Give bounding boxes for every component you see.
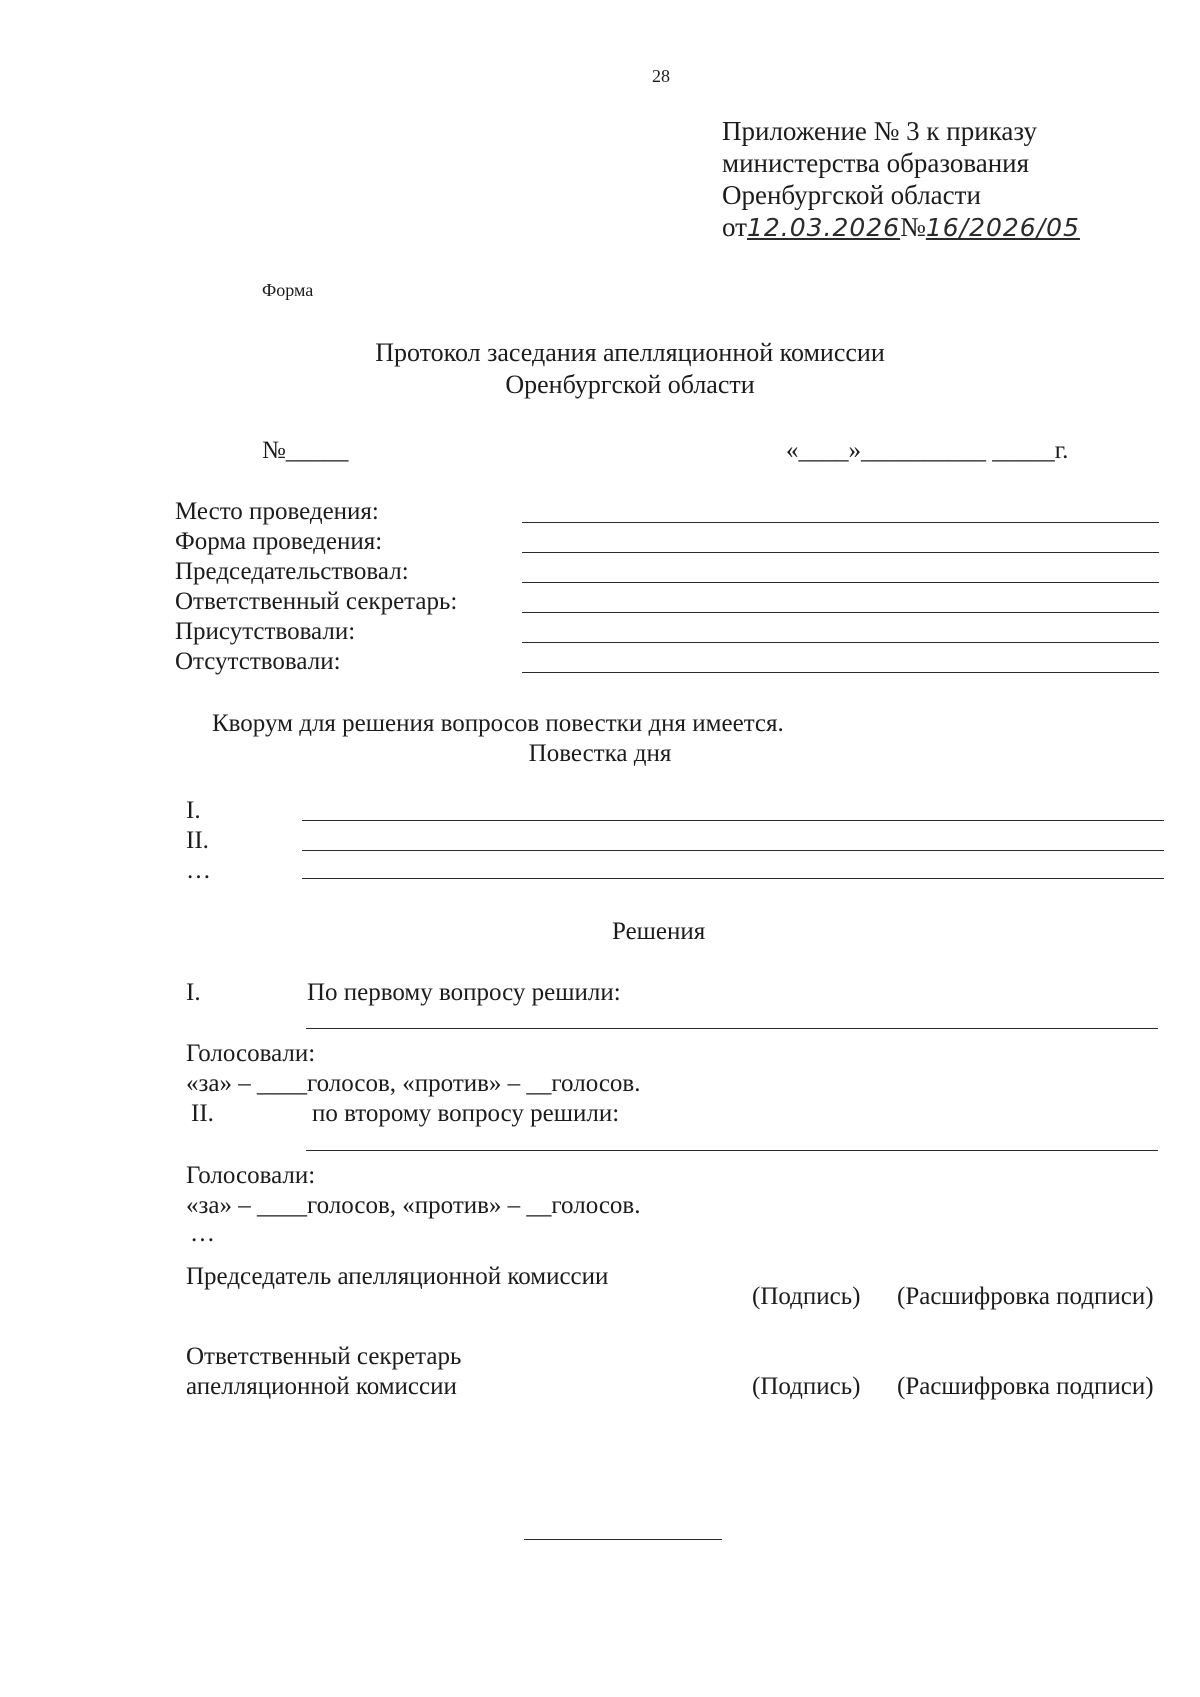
field-label-chairman: Председательствовал: — [175, 558, 409, 585]
field-line-present[interactable] — [522, 642, 1159, 643]
agenda-item-number: … — [186, 857, 211, 884]
field-line-venue[interactable] — [522, 522, 1159, 523]
page-number: 28 — [652, 66, 670, 86]
field-label-absent: Отсутствовали: — [175, 648, 341, 675]
appendix-date-row — [722, 212, 1080, 243]
decisions-ellipsis: … — [190, 1220, 215, 1247]
signature-placeholder: (Подпись) — [752, 1373, 861, 1400]
agenda-item-number: II. — [186, 827, 209, 854]
voted-label: Голосовали: — [186, 1040, 316, 1067]
decisions-heading: Решения — [612, 918, 706, 945]
protocol-number: №_____ — [262, 437, 349, 464]
signature-placeholder: (Подпись) — [752, 1283, 861, 1310]
signature-decoding: (Расшифровка подписи) — [897, 1373, 1154, 1400]
field-label-venue: Место проведения: — [175, 498, 379, 525]
appendix-line-1: Приложение № 3 к приказу — [722, 116, 1037, 146]
decision-number: II. — [191, 1100, 214, 1127]
agenda-line-2[interactable] — [302, 850, 1164, 851]
agenda-item-number: I. — [186, 797, 201, 824]
field-label-secretary: Ответственный секретарь: — [175, 588, 458, 615]
form-label: Форма — [262, 280, 314, 300]
appendix-line-2: министерства образования — [722, 148, 1030, 178]
handwritten-date: 12.03.2026 — [746, 213, 901, 242]
field-line-secretary[interactable] — [522, 612, 1159, 613]
votes-tally: «за» – ____голосов, «против» – __голосов. — [186, 1192, 641, 1219]
from-label: от — [722, 212, 747, 242]
signature-decoding: (Расшифровка подписи) — [897, 1283, 1154, 1310]
signature-role-line-2: апелляционной комиссии — [186, 1373, 457, 1400]
voted-label: Голосовали: — [186, 1162, 316, 1189]
field-line-form[interactable] — [522, 552, 1159, 553]
agenda-heading: Повестка дня — [528, 740, 672, 767]
decision-line-2[interactable] — [306, 1150, 1158, 1151]
field-label-present: Присутствовали: — [175, 618, 356, 645]
agenda-line-3[interactable] — [302, 878, 1164, 879]
signature-role: Ответственный секретарь — [186, 1343, 462, 1370]
decision-line-1[interactable] — [306, 1028, 1158, 1029]
title-line-1: Протокол заседания апелляционной комиссии — [375, 338, 885, 367]
quorum-statement: Кворум для решения вопросов повестки дня имеется. — [212, 710, 784, 737]
decision-text: по второму вопросу решили: — [312, 1100, 620, 1127]
signature-role: Председатель апелляционной комиссии — [186, 1263, 609, 1290]
agenda-line-1[interactable] — [302, 820, 1164, 821]
field-line-chairman[interactable] — [522, 582, 1159, 583]
field-label-form: Форма проведения: — [175, 528, 383, 555]
votes-tally: «за» – ____голосов, «против» – __голосов. — [186, 1070, 641, 1097]
field-line-absent[interactable] — [522, 672, 1159, 673]
title-line-2: Оренбургской области — [505, 370, 755, 399]
appendix-line-3: Оренбургской области — [722, 180, 981, 210]
number-label: № — [900, 212, 926, 242]
handwritten-number: 16/2026/05 — [925, 213, 1080, 242]
protocol-date: «____»__________ _____г. — [786, 437, 1069, 464]
decision-text: По первому вопросу решили: — [307, 979, 621, 1006]
decision-number: I. — [186, 979, 201, 1006]
closing-separator — [524, 1539, 722, 1540]
